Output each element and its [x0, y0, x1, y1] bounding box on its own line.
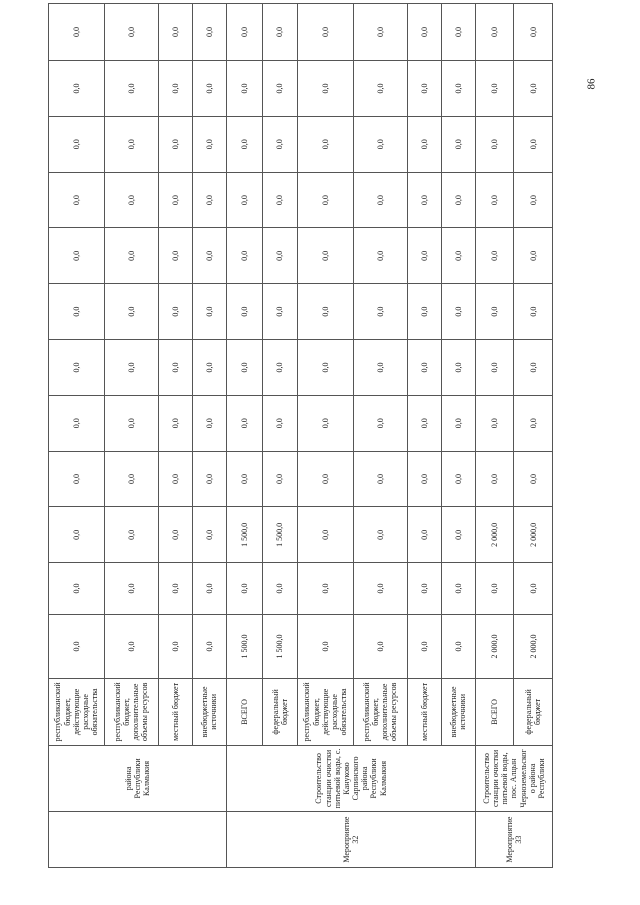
value-cell: 0,0 — [104, 61, 158, 117]
value-cell: 1 500,0 — [262, 614, 297, 678]
value-cell: 0,0 — [262, 340, 297, 396]
value-cell: 0,0 — [158, 451, 192, 507]
funding-source-cell: местный бюджет — [407, 679, 441, 746]
value-cell: 0,0 — [192, 228, 226, 284]
value-cell: 0,0 — [192, 61, 226, 117]
value-cell: 0,0 — [441, 172, 475, 228]
value-cell: 0,0 — [49, 4, 105, 61]
value-cell: 0,0 — [441, 228, 475, 284]
value-cell: 0,0 — [49, 340, 105, 396]
value-cell: 0,0 — [104, 563, 158, 615]
value-cell: 0,0 — [407, 395, 441, 451]
value-cell: 0,0 — [49, 395, 105, 451]
value-cell: 0,0 — [227, 395, 262, 451]
value-cell: 0,0 — [407, 614, 441, 678]
funding-source-cell: республиканский бюджет, действующие расходные обязательства — [297, 679, 353, 746]
value-cell: 0,0 — [407, 61, 441, 117]
value-cell: 0,0 — [262, 228, 297, 284]
value-cell: 0,0 — [297, 228, 353, 284]
value-cell: 0,0 — [262, 4, 297, 61]
value-cell: 0,0 — [104, 4, 158, 61]
value-cell: 0,0 — [262, 116, 297, 172]
value-cell: 0,0 — [441, 507, 475, 563]
value-cell: 0,0 — [353, 116, 407, 172]
value-cell: 0,0 — [514, 284, 553, 340]
project-cell: района Республики Калмыкия — [49, 745, 227, 812]
value-cell: 0,0 — [476, 395, 514, 451]
value-cell: 0,0 — [158, 614, 192, 678]
value-cell: 0,0 — [262, 172, 297, 228]
value-cell: 0,0 — [407, 284, 441, 340]
value-cell: 0,0 — [227, 61, 262, 117]
value-cell: 2 000,0 — [476, 507, 514, 563]
value-cell: 0,0 — [227, 4, 262, 61]
value-cell: 0,0 — [514, 563, 553, 615]
value-cell: 0,0 — [297, 61, 353, 117]
value-cell: 0,0 — [441, 116, 475, 172]
value-cell: 0,0 — [441, 563, 475, 615]
value-cell: 0,0 — [104, 614, 158, 678]
table-row — [297, 4, 353, 868]
value-cell: 0,0 — [476, 284, 514, 340]
value-cell: 0,0 — [297, 284, 353, 340]
funding-source-cell: республиканский бюджет, дополнительные объемы ресурсов — [104, 679, 158, 746]
value-cell: 0,0 — [262, 451, 297, 507]
value-cell: 0,0 — [192, 172, 226, 228]
value-cell: 0,0 — [49, 228, 105, 284]
measure-cell: Мероприятие 32 — [227, 812, 476, 868]
value-cell: 0,0 — [49, 172, 105, 228]
table-row — [192, 4, 226, 868]
value-cell: 0,0 — [262, 61, 297, 117]
value-cell: 0,0 — [441, 395, 475, 451]
value-cell: 0,0 — [476, 4, 514, 61]
value-cell: 0,0 — [353, 614, 407, 678]
value-cell: 0,0 — [297, 340, 353, 396]
value-cell: 0,0 — [514, 116, 553, 172]
value-cell: 2 000,0 — [476, 614, 514, 678]
table-row — [407, 4, 441, 868]
value-cell: 0,0 — [158, 507, 192, 563]
value-cell: 0,0 — [514, 61, 553, 117]
value-cell: 0,0 — [476, 172, 514, 228]
value-cell: 0,0 — [476, 116, 514, 172]
value-cell: 0,0 — [227, 563, 262, 615]
value-cell: 1 500,0 — [227, 507, 262, 563]
value-cell: 0,0 — [104, 340, 158, 396]
value-cell: 0,0 — [158, 228, 192, 284]
budget-table — [48, 3, 553, 868]
value-cell: 2 000,0 — [514, 614, 553, 678]
value-cell: 1 500,0 — [262, 507, 297, 563]
funding-source-cell: республиканский бюджет, дополнительные объемы ресурсов — [353, 679, 407, 746]
value-cell: 0,0 — [227, 116, 262, 172]
value-cell: 0,0 — [104, 284, 158, 340]
table-row — [441, 4, 475, 868]
value-cell: 1 500,0 — [227, 614, 262, 678]
table-row — [49, 4, 105, 868]
measure-cell: Мероприятие 33 — [476, 812, 553, 868]
value-cell: 0,0 — [297, 451, 353, 507]
value-cell: 0,0 — [514, 172, 553, 228]
value-cell: 0,0 — [407, 228, 441, 284]
value-cell: 0,0 — [49, 61, 105, 117]
value-cell: 0,0 — [158, 4, 192, 61]
value-cell: 0,0 — [158, 340, 192, 396]
value-cell: 0,0 — [353, 61, 407, 117]
value-cell: 0,0 — [49, 563, 105, 615]
table-row — [158, 4, 192, 868]
value-cell: 0,0 — [353, 451, 407, 507]
value-cell: 0,0 — [262, 563, 297, 615]
value-cell: 0,0 — [104, 116, 158, 172]
value-cell: 0,0 — [353, 507, 407, 563]
value-cell: 0,0 — [353, 4, 407, 61]
project-cell: Строительство станции очистки питьевой воды, с. Кануково Сарпинского района Республики Калмыкия — [227, 745, 476, 812]
table-row — [353, 4, 407, 868]
value-cell: 0,0 — [227, 284, 262, 340]
funding-source-cell: ВСЕГО — [476, 679, 514, 746]
value-cell: 0,0 — [353, 340, 407, 396]
value-cell: 0,0 — [192, 116, 226, 172]
value-cell: 0,0 — [407, 563, 441, 615]
value-cell: 0,0 — [192, 395, 226, 451]
value-cell: 0,0 — [297, 395, 353, 451]
value-cell: 0,0 — [49, 284, 105, 340]
value-cell: 0,0 — [441, 340, 475, 396]
value-cell: 0,0 — [297, 507, 353, 563]
value-cell: 0,0 — [158, 116, 192, 172]
value-cell: 0,0 — [158, 172, 192, 228]
measure-cell — [49, 812, 227, 868]
table-row — [476, 4, 514, 868]
value-cell: 0,0 — [441, 61, 475, 117]
value-cell: 0,0 — [262, 395, 297, 451]
value-cell: 0,0 — [407, 172, 441, 228]
value-cell: 0,0 — [227, 451, 262, 507]
value-cell: 0,0 — [514, 4, 553, 61]
project-cell: Строительство станции очистки питьевой воды, пос. Алцын Черноземельского района Республики — [476, 745, 553, 812]
value-cell: 0,0 — [514, 340, 553, 396]
value-cell: 0,0 — [441, 614, 475, 678]
value-cell: 0,0 — [441, 4, 475, 61]
value-cell: 0,0 — [104, 507, 158, 563]
funding-source-cell: внебюджетные источники — [192, 679, 226, 746]
value-cell: 0,0 — [192, 4, 226, 61]
value-cell: 0,0 — [49, 116, 105, 172]
value-cell: 0,0 — [407, 116, 441, 172]
value-cell: 0,0 — [262, 284, 297, 340]
value-cell: 0,0 — [192, 563, 226, 615]
value-cell: 0,0 — [158, 563, 192, 615]
value-cell: 0,0 — [192, 284, 226, 340]
value-cell: 0,0 — [158, 284, 192, 340]
value-cell: 0,0 — [158, 61, 192, 117]
value-cell: 0,0 — [353, 395, 407, 451]
value-cell: 0,0 — [514, 228, 553, 284]
table-row — [227, 4, 262, 868]
value-cell: 0,0 — [49, 451, 105, 507]
funding-source-cell: республиканский бюджет, действующие расходные обязательства — [49, 679, 105, 746]
value-cell: 0,0 — [476, 228, 514, 284]
value-cell: 0,0 — [476, 563, 514, 615]
value-cell: 0,0 — [514, 395, 553, 451]
value-cell: 0,0 — [476, 451, 514, 507]
value-cell: 0,0 — [192, 614, 226, 678]
value-cell: 0,0 — [407, 4, 441, 61]
value-cell: 0,0 — [49, 614, 105, 678]
value-cell: 0,0 — [441, 284, 475, 340]
value-cell: 0,0 — [297, 614, 353, 678]
value-cell: 0,0 — [353, 172, 407, 228]
funding-source-cell: федеральный бюджет — [262, 679, 297, 746]
page-number: 86 — [585, 78, 598, 90]
value-cell: 0,0 — [476, 340, 514, 396]
funding-source-cell: внебюджетные источники — [441, 679, 475, 746]
value-cell: 0,0 — [192, 507, 226, 563]
value-cell: 0,0 — [514, 451, 553, 507]
value-cell: 0,0 — [227, 172, 262, 228]
value-cell: 0,0 — [227, 228, 262, 284]
value-cell: 0,0 — [353, 284, 407, 340]
value-cell: 0,0 — [297, 4, 353, 61]
value-cell: 0,0 — [297, 116, 353, 172]
value-cell: 0,0 — [297, 172, 353, 228]
table-row — [104, 4, 158, 868]
value-cell: 0,0 — [104, 228, 158, 284]
value-cell: 0,0 — [49, 507, 105, 563]
value-cell: 0,0 — [192, 451, 226, 507]
value-cell: 0,0 — [407, 451, 441, 507]
value-cell: 0,0 — [104, 172, 158, 228]
funding-source-cell: местный бюджет — [158, 679, 192, 746]
funding-source-cell: ВСЕГО — [227, 679, 262, 746]
value-cell: 0,0 — [353, 228, 407, 284]
value-cell: 0,0 — [104, 451, 158, 507]
table-body — [49, 4, 553, 868]
value-cell: 0,0 — [104, 395, 158, 451]
table-row — [514, 4, 553, 868]
value-cell: 0,0 — [192, 340, 226, 396]
value-cell: 0,0 — [407, 507, 441, 563]
value-cell: 0,0 — [476, 61, 514, 117]
funding-source-cell: федеральный бюджет — [514, 679, 553, 746]
value-cell: 0,0 — [441, 451, 475, 507]
value-cell: 2 000,0 — [514, 507, 553, 563]
value-cell: 0,0 — [407, 340, 441, 396]
table-row — [262, 4, 297, 868]
value-cell: 0,0 — [297, 563, 353, 615]
value-cell: 0,0 — [158, 395, 192, 451]
value-cell: 0,0 — [227, 340, 262, 396]
value-cell: 0,0 — [353, 563, 407, 615]
rotated-table-container — [48, 3, 553, 868]
